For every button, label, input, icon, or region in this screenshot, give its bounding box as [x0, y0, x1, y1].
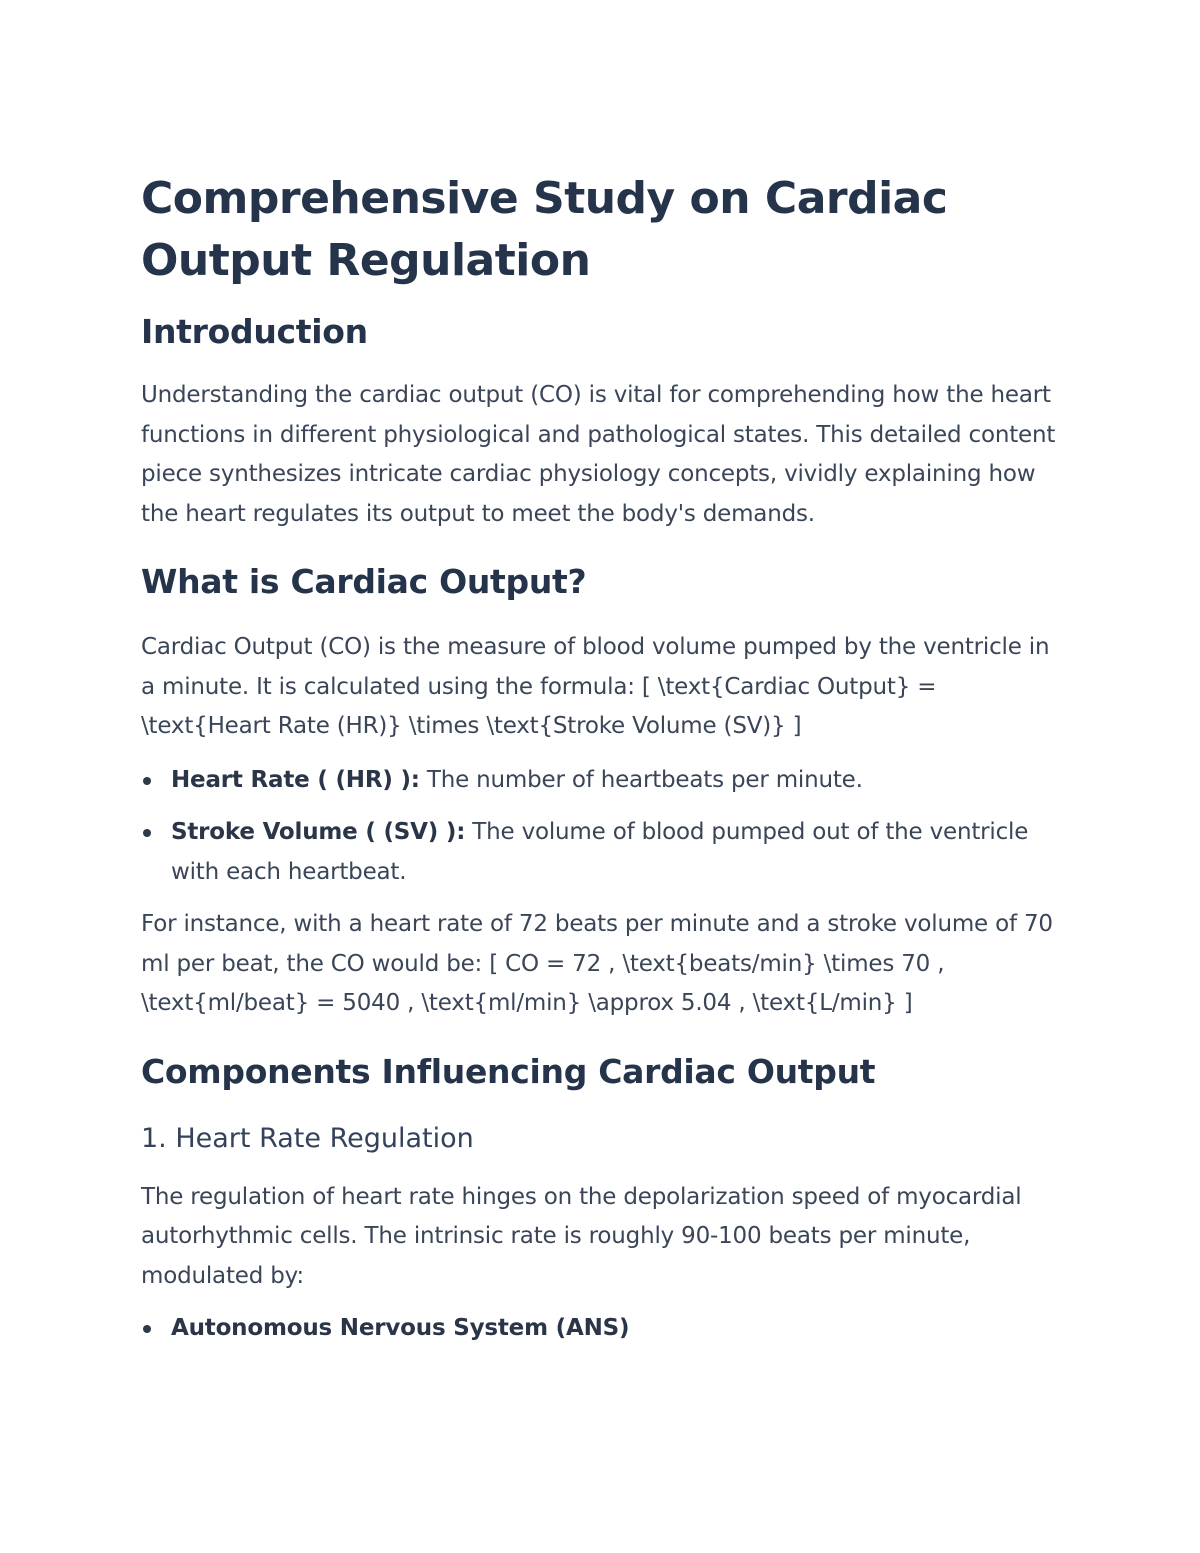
list-item-ans: [141, 1309, 1061, 1349]
bullet-icon: [143, 777, 151, 785]
heart-rate-regulation-subheading: 1. Heart Rate Regulation: [141, 1122, 474, 1154]
heart-rate-modulators-list: [141, 1309, 1061, 1349]
list-item-stroke-volume: [141, 813, 1061, 892]
document-title: Comprehensive Study on Cardiac Output Regulation: [141, 173, 948, 286]
what-is-cardiac-output-heading: What is Cardiac Output?: [141, 562, 587, 601]
term-stroke-volume: Stroke Volume ( (SV) ):: [171, 819, 466, 845]
term-autonomous-nervous-system: Autonomous Nervous System (ANS): [171, 1315, 630, 1341]
list-item-heart-rate: [141, 761, 1061, 801]
document-page: [141, 168, 1061, 1349]
introduction-heading: Introduction: [141, 312, 368, 351]
heart-rate-regulation-paragraph: The regulation of heart rate hinges on the depolarization speed of myocardial autorhythmic cells. The intrinsic rate is roughly 90-100 beats per minute, modulated by:: [141, 1183, 1022, 1289]
definition-heart-rate: The number of heartbeats per minute.: [419, 766, 863, 793]
term-heart-rate: Heart Rate ( (HR) ):: [171, 766, 420, 793]
definition-stroke-volume: The volume of blood pumped out of the ventricle with each heartbeat.: [171, 819, 1029, 885]
components-heading: Components Influencing Cardiac Output: [141, 1051, 876, 1091]
cardiac-output-factors-list: [141, 761, 1061, 893]
cardiac-output-example-paragraph: For instance, with a heart rate of 72 beats per minute and a stroke volume of 70 ml per beat, the CO would be: [ CO = 72 , \text{beats/min} \times 70 , \text{ml/beat} = 5040 , \text{ml/min} \approx 5.04 , \text{L/min} ]: [141, 911, 1053, 1016]
introduction-paragraph: Understanding the cardiac output (CO) is vital for comprehending how the heart functions in different physiological and pathological states. This detailed content piece synthesizes intricate cardiac physiology concepts, vividly explaining how the heart regulates its output to meet the body's demands.: [141, 382, 1056, 527]
cardiac-output-definition-paragraph: Cardiac Output (CO) is the measure of blood volume pumped by the ventricle in a minute. It is calculated using the formula: [ \text{Cardiac Output} = \text{Heart Rate (HR)} \times \text{Stroke Volume (SV)} ]: [141, 634, 1050, 739]
bullet-icon: [143, 829, 151, 837]
bullet-icon: [143, 1325, 151, 1333]
